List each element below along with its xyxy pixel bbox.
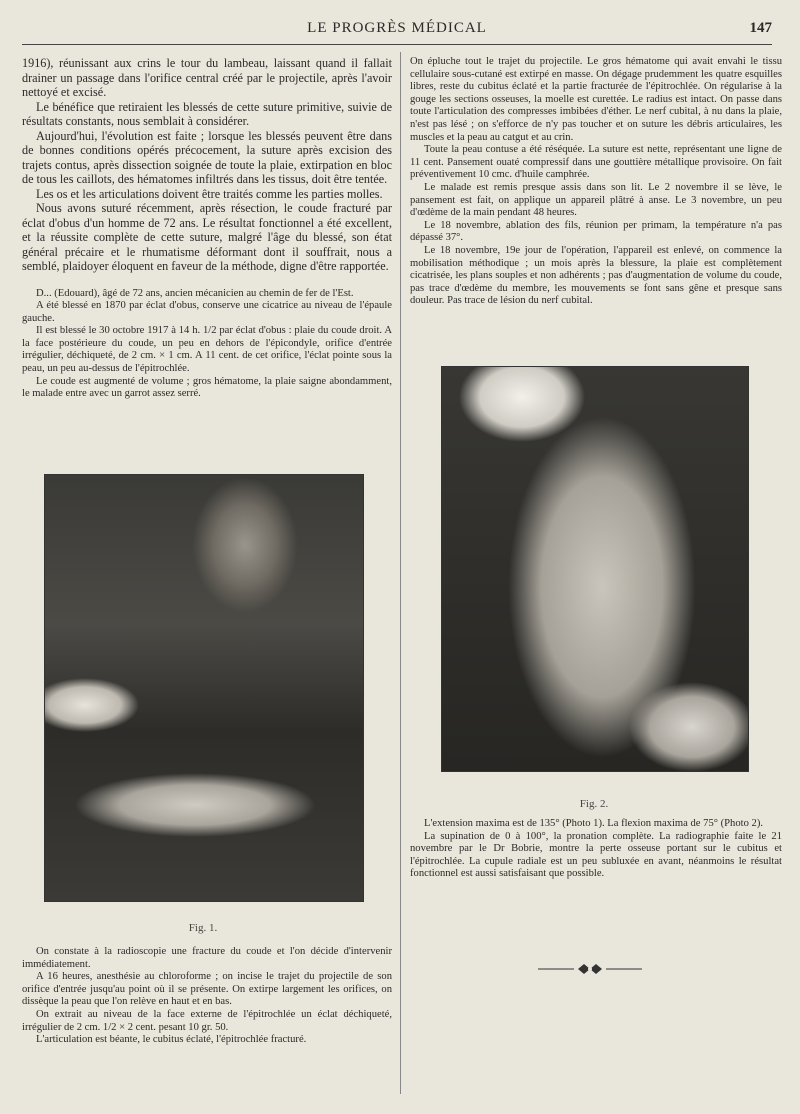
case-paragraph: Il est blessé le 30 octobre 1917 à 14 h. 1/2 par éclat d'obus : plaie du coude droit. A la face postérieure du coude, un peu en dehors de l'épicondyle, orifice d'entrée irrégulier, déchiqueté, de 2 cm. × 1 cm. A 11 cent. de cet orifice, l'éclat pointe sous la peau, un peu au-dessus de l'épitrochlée. xyxy=(22,325,392,375)
paragraph: A 16 heures, anesthésie au chloroforme ; on incise le trajet du projectile de son orifice d'entrée jusqu'au point où il se présente. On extirpe largement les orifices, on dissèque la peau que l'on relève en haut et en bas. xyxy=(22,971,392,1008)
figure-2-caption: Fig. 2. xyxy=(579,798,609,810)
paragraph: Le malade est remis presque assis dans son lit. Le 2 novembre il se lève, le pansement est fait, on applique un appareil plâtré à anse. Le 3 novembre, un peu d'œdème de la main pendant 48 heures. xyxy=(410,181,782,219)
paragraph: On constate à la radioscopie une fracture du coude et l'on décide d'intervenir immédiatement. xyxy=(22,946,392,970)
column-divider xyxy=(400,52,401,1094)
paragraph: On extrait au niveau de la face externe de l'épitrochlée un éclat déchiqueté, irrégulier de 2 cm. 1/2 × 2 cent. pesant 10 gr. 50. xyxy=(22,1008,392,1033)
paragraph: Le bénéfice que retiraient les blessés de cette suture primitive, suivie de résultats constants, nous semblait à considérer. xyxy=(22,99,392,128)
left-bottom-text xyxy=(22,946,392,1047)
paragraph: La supination de 0 à 100°, la pronation complète. La radiographie faite le 21 novembre par le Dr Bobrie, montre la perte osseuse portant sur le cubitus et l'épitrochlée. La cupule radiale est un peu subluxée en avant, néanmoins le résultat fonctionnel est aussi satisfaisant que possible. xyxy=(410,830,782,880)
paragraph: Le 18 novembre, ablation des fils, réunion per primam, la température n'a pas dépassé 37°. xyxy=(410,219,782,244)
case-paragraph: D... (Edouard), âgé de 72 ans, ancien mécanicien au chemin de fer de l'Est. xyxy=(36,287,354,299)
right-bottom-text xyxy=(410,818,782,881)
paragraph: 1916), réunissant aux crins le tour du lambeau, laissant quand il fallait drainer un passage dans l'orifice central créé par le projectile, après l'avoir nettoyé et excisé. xyxy=(22,56,392,99)
figure-1-caption: Fig. 1. xyxy=(188,922,218,934)
figure-2-photograph xyxy=(441,366,749,772)
paragraph: L'extension maxima est de 135° (Photo 1). La flexion maxima de 75° (Photo 2). xyxy=(424,818,764,829)
paragraph: On épluche tout le trajet du projectile. Le gros hématome qui avait envahi le tissu cellulaire sous-cutané est extirpé en masse. On dégage prudemment les quatre esquilles libres, reste du cubitus éclaté et la partie fracturée de l'épitrochlée. On régularise à la gouge les sections osseuses, la moelle est curettée. Le radius est intact. On passe dans toute l'articulation des compresses imbibées d'éther. Le nerf cubital, à nu dans la plaie, n'est pas lésé ; on s'efforce de n'y pas toucher et on suture les débris articulaires, les muscles et la peau au catgut et au crin. xyxy=(410,56,782,143)
paragraph: Les os et les articulations doivent être traités comme les parties molles. xyxy=(36,186,383,201)
right-column xyxy=(410,56,782,308)
paragraph: L'articulation est béante, le cubitus éclaté, l'épitrochlée fracturé. xyxy=(36,1034,307,1046)
paragraph: Toute la peau contuse a été réséquée. La suture est nette, représentant une ligne de 11 cent. Pansement ouaté compressif dans une gouttière métallique provisoire. On fait préventivement 10 cmc. d'huile camphrée. xyxy=(410,144,782,181)
figure-1-photograph xyxy=(44,474,364,902)
left-column xyxy=(22,56,392,401)
paragraph: Le 18 novembre, 19e jour de l'opération, l'appareil est enlevé, on commence la mobilisation méthodique ; un mois après la blessure, la plaie est complètement cicatrisée, les plans souples et non adhérents ; pas d'augmentation de volume du coude, pas trace d'œdème du membre, les mouvements se font sans gêne et presque sans douleur. Pas trace de lésion du nerf cubital. xyxy=(410,244,782,307)
case-paragraph: A été blessé en 1870 par éclat d'obus, conserve une cicatrice au niveau de l'épaule gauche. xyxy=(22,300,392,324)
paragraph: Nous avons suturé récemment, après résection, le coude fracturé par éclat d'obus d'un homme de 72 ans. Le résultat fonctionnel a été excellent, et la réussite complète de cette suture, malgré l'âge du blessé, son état général précaire et le rhumatisme déformant dont il souffrait, nous a semblé, plaidoyer éloquent en faveur de la méthode, digne d'être rapportée. xyxy=(22,201,392,273)
page-number: 147 xyxy=(749,20,772,36)
paragraph: Aujourd'hui, l'évolution est faite ; lorsque les blessés peuvent être dans de bonnes conditions opérés précocement, la suture après excision des trajets contus, après dissection soignée de toute la plaie, extirpation en bloc de tous les caillots, des hématomes infiltrés dans les tissus, doit être tentée. xyxy=(22,128,392,186)
page-header xyxy=(22,18,772,45)
case-paragraph: Le coude est augmenté de volume ; gros hématome, la plaie saigne abondamment, le malade entre avec un garrot assez serré. xyxy=(22,375,392,400)
running-title: LE PROGRÈS MÉDICAL xyxy=(307,20,487,36)
ornament-divider-icon xyxy=(538,962,642,976)
